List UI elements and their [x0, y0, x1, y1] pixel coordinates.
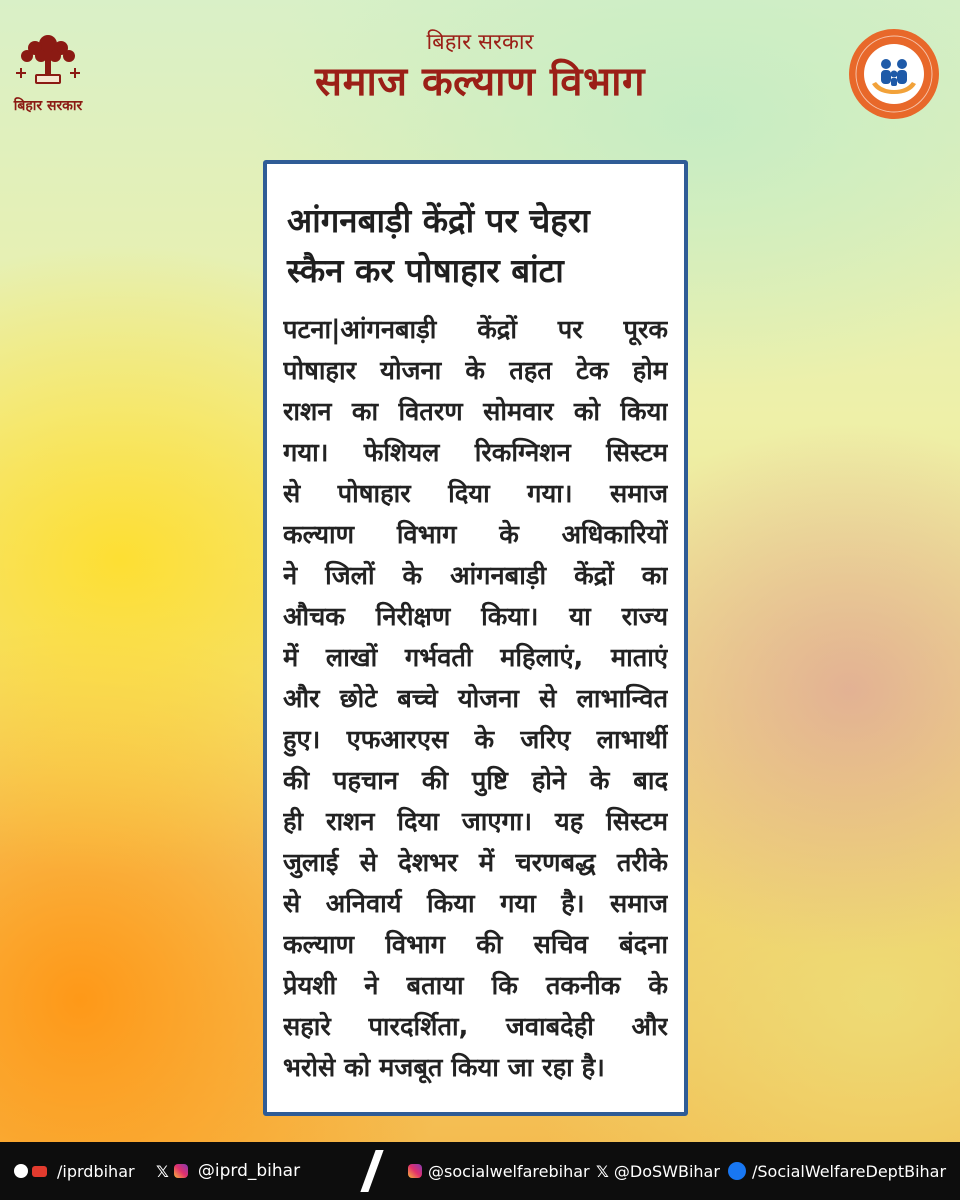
header: [0, 0, 960, 140]
iprd-handle: /iprdbihar: [57, 1161, 135, 1181]
body-line: पोषाहार योजना के तहत टेक होम: [283, 356, 668, 386]
body-line: प्रेयशी ने बताया कि तकनीक के: [283, 971, 668, 1001]
body-line: जुलाई से देशभर में चरणबद्ध तरीके: [283, 848, 668, 878]
body-line: राशन का वितरण सोमवार को किया: [283, 397, 668, 427]
body-line: पटना|आंगनबाड़ी केंद्रों पर पूरक: [283, 315, 668, 345]
headline-line: आंगनबाड़ी केंद्रों पर चेहरा: [287, 201, 590, 240]
emblem-caption: बिहार सरकार: [13, 98, 83, 114]
body-line: हुए। एफआरएस के जरिए लाभार्थी: [283, 725, 668, 755]
body-line: और छोटे बच्चे योजना से लाभान्वित: [283, 684, 668, 714]
youtube-icon: [32, 1166, 47, 1177]
x-icon: 𝕏: [156, 1161, 169, 1181]
bihar-emblem: [8, 28, 88, 120]
x-link[interactable]: [596, 1142, 720, 1200]
iprd-facebook-youtube-link[interactable]: [14, 1142, 135, 1200]
instagram-icon: [408, 1164, 422, 1178]
body-line: में लाखों गर्भवती महिलाएं, माताएं: [283, 643, 668, 673]
body-line: सहारे पारदर्शिता, जवाबदेही और: [283, 1012, 668, 1042]
article-headline: [287, 196, 668, 296]
body-line: से पोषाहार दिया गया। समाज: [283, 479, 668, 509]
iprd-x-handle: @iprd_bihar: [197, 1161, 301, 1181]
facebook-handle: /SocialWelfareDeptBihar: [752, 1161, 947, 1181]
divider: [360, 1150, 383, 1192]
body-line: भरोसे को मजबूत किया जा रहा है।: [283, 1053, 605, 1083]
body-line: कल्याण विभाग की सचिव बंदना: [283, 930, 668, 960]
body-line: गया। फेशियल रिकग्निशन सिस्टम: [283, 438, 668, 468]
bodhi-tree-emblem-icon: [13, 28, 83, 94]
x-handle: @DoSWBihar: [613, 1161, 720, 1181]
body-line: ही राशन दिया जाएगा। यह सिस्टम: [283, 807, 668, 837]
body-line: ने जिलों के आंगनबाड़ी केंद्रों का: [283, 561, 668, 591]
instagram-handle: @socialwelfarebihar: [428, 1161, 590, 1181]
social-footer: [0, 1142, 960, 1200]
facebook-link[interactable]: [728, 1142, 946, 1200]
body-line: की पहचान की पुष्टि होने के बाद: [283, 766, 668, 796]
iprd-x-instagram-link[interactable]: [156, 1142, 300, 1200]
body-line: औचक निरीक्षण किया। या राज्य: [283, 602, 668, 632]
headline-line: स्कैन कर पोषाहार बांटा: [287, 251, 564, 290]
x-icon: 𝕏: [596, 1161, 609, 1181]
body-line: से अनिवार्य किया गया है। समाज: [283, 889, 668, 919]
article-body: [283, 310, 668, 1089]
facebook-icon: [728, 1162, 746, 1180]
clipping-content: [283, 186, 668, 1089]
instagram-link[interactable]: [408, 1142, 590, 1200]
social-welfare-logo-icon: [848, 28, 940, 120]
government-name: बिहार सरकार: [426, 30, 534, 55]
department-title: समाज कल्याण विभाग: [315, 59, 645, 105]
instagram-icon: [174, 1164, 188, 1178]
facebook-icon: [14, 1164, 28, 1178]
news-clipping: [263, 160, 688, 1116]
body-line: कल्याण विभाग के अधिकारियों: [283, 520, 668, 550]
title-block: [230, 30, 730, 108]
